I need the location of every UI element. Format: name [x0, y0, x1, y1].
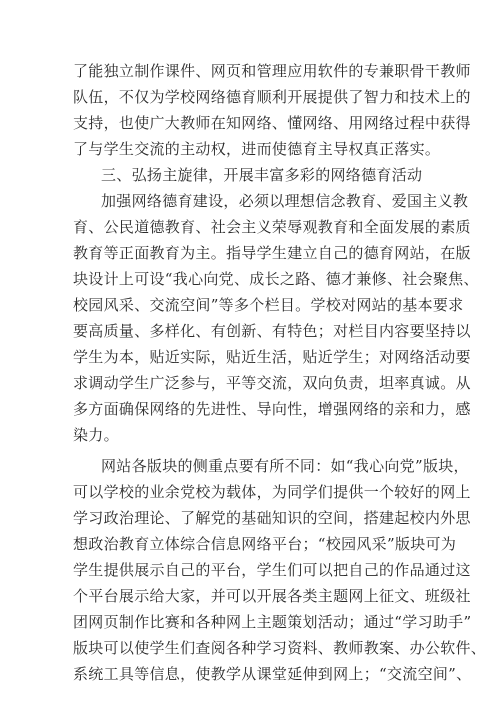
- text-line: 求调动学生广泛参与，平等交流，双向负责，坦率真诚。从: [73, 374, 471, 392]
- text-line: 教育等正面教育为主。指导学生建立自己的德育网站，在版: [73, 244, 471, 262]
- text-line: 多方面确保网络的先进性、导向性，增强网络的亲和力，感: [73, 400, 471, 418]
- section-heading: 三、弘扬主旋律，开展丰富多彩的网络德育活动: [101, 166, 423, 184]
- text-line: 想政治教育立体综合信息网络平台；“校园风采”版块可为: [73, 535, 457, 553]
- text-line: 学生提供展示自己的平台，学生们可以把自己的作品通过这: [73, 561, 471, 579]
- body-text-block-2: [73, 453, 487, 687]
- text-line: 队伍，不仅为学校网络德育顺利开展提供了智力和技术上的: [73, 88, 471, 106]
- text-line: 学生为本，贴近实际，贴近生活，贴近学生；对网络活动要: [73, 348, 471, 366]
- text-line: 网站各版块的侧重点要有所不同：如“我心向党”版块，: [101, 457, 469, 475]
- text-line: 育、公民道德教育、社会主义荣辱观教育和全面发展的素质: [73, 218, 471, 236]
- text-line: 加强网络德育建设，必须以理想信念教育、爱国主义教: [101, 192, 469, 210]
- text-line: 支持，也使广大教师在知网络、懂网络、用网络过程中获得: [73, 114, 471, 132]
- text-line: 校园风采、交流空间”等多个栏目。学校对网站的基本要求: [73, 296, 464, 314]
- text-line: 了与学生交流的主动权，进而使德育主导权真正落实。: [73, 140, 441, 158]
- text-line: 了能独立制作课件、网页和管理应用软件的专兼职骨干教师: [73, 62, 471, 80]
- text-line: 团网页制作比赛和各种网上主题策划活动；通过“学习助手”: [73, 613, 472, 631]
- text-line: 要高质量、多样化、有创新、有特色；对栏目内容要坚持以: [73, 322, 471, 340]
- text-line: 学习政治理论、了解党的基础知识的空间，搭建起校内外思: [73, 509, 471, 527]
- text-line: 染力。: [73, 426, 119, 444]
- text-line: 可以学校的业余党校为载体，为同学们提供一个较好的网上: [73, 483, 471, 501]
- text-line: 系统工具等信息，使教学从课堂延伸到网上；“交流空间”、: [73, 665, 472, 683]
- text-line: 版块可以使学生们查阅各种学习资料、教师教案、办公软件、: [73, 639, 487, 657]
- text-line: 块设计上可设“我心向党、成长之路、德才兼修、社会聚焦、: [73, 270, 479, 288]
- text-line: 个平台展示给大家，并可以开展各类主题网上征文、班级社: [73, 587, 471, 605]
- body-text-block-1: [73, 58, 479, 448]
